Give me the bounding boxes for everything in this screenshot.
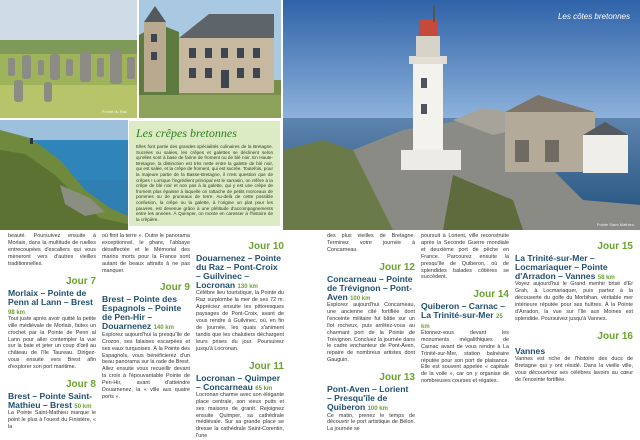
day-7-title: Morlaix – Pointe de Penn al Lann – Brest 98 km (8, 287, 94, 316)
column-6 (515, 233, 633, 423)
day-11-km: 65 km (255, 385, 273, 392)
day-12-title: Concarneau – Pointe de Trévignon – Pont-Aven 100 km (327, 273, 413, 302)
photo-coast-image (0, 120, 128, 230)
paragraph: Voyez aujourd'hui le Grand menhir brisé d'Er Grah, à Locmariaquer, puis partez à la découverte du golfe du Morbihan, véritable mer intérieure réputée pour ses huîtres. À la Pointe d'Arradon, la vue sur l'île aux Moines est splendide. Poursuivez jusqu'à Vannes. (515, 281, 633, 322)
day-12-label: Jour 12 (379, 261, 415, 273)
day-13-label: Jour 13 (379, 372, 415, 384)
day-8-title: Brest – Pointe Saint-Mathieu – Brest 50 km (8, 391, 93, 411)
photo-lighthouse (283, 0, 640, 230)
day-13-km: 100 km (367, 406, 388, 413)
paragraph: Locronan charme avec son élégante place centrale, son vieux puits et ses maisons de granit. Rejoignez ensuite Quimper, sa cathédrale médiévale. Sur sa grande place se dresse la cathédrale Saint-Corentin, l'une (196, 391, 284, 440)
day-15-km: 58 km (597, 275, 615, 282)
paragraph: La Pointe Saint-Mathieu marque le point le plus à l'ouest du Finistère, « la (8, 410, 96, 431)
photo-lighthouse-image (283, 0, 640, 230)
day-14-km: 25 km (421, 314, 503, 330)
paragraph: Explorez aujourd'hui Concarneau, une ancienne cité fortifiée dont l'enceinte militaire fut bâtie sur un îlot rocheux, puis arrêtez-vous au charmant port de la Pointe de Trévignon. Concluez la journée dans le cadre enchanteur de Pont-Aven, repaire de nombreux artistes dont Gauguin. (327, 302, 415, 364)
column-5 (421, 233, 509, 423)
photo-credit: Pointe Saint-Mathieu (596, 222, 634, 227)
day-14-title: Quiberon – Carnac – La Trinité-sur-Mer 25 km (421, 301, 506, 330)
photo-manor (139, 0, 281, 118)
day-9-label: Jour 9 (159, 282, 190, 294)
photo-menhirs-image (0, 0, 137, 118)
day-11-title: Locronan – Quimper – Concarneau 65 km (196, 372, 281, 392)
crepes-info-box (129, 121, 280, 226)
day-7-label: Jour 7 (65, 275, 96, 287)
column-3 (196, 233, 284, 440)
section-label: Les côtes bretonnes (557, 12, 630, 21)
photo-manor-image (139, 0, 281, 118)
day-16-title: Vannes (515, 345, 546, 356)
day-15-label: Jour 15 (597, 241, 633, 252)
day-10-label: Jour 10 (248, 241, 284, 252)
day-13-title: Pont-Aven – Lorient – Presqu'île de Quiberon 100 km (327, 384, 409, 413)
day-10-km: 130 km (237, 284, 258, 291)
paragraph: Célèbre lieu touristique, la Pointe du Raz surplombe la mer de ses 72 m. Appréciez ensuite les pittoresques paysages de Pont-Croix, avant de vous rendre à Guilvinec, où, en fin de journée, les quais s'animent tandis que les chalutiers déchargent leurs prises du jour. Poursuivez jusqu'à Locronan. (196, 290, 284, 352)
column-2 (102, 233, 190, 423)
paragraph: Explorez aujourd'hui la presqu'île de Crozon, ses falaises escarpées et ses eaux turquoises. À la Pointe des Espagnols, vous bénéficierez d'un beau panorama sur la rade de Brest. Allez ensuite vous recueillir devant la croix à l'épouvantable Pointe de Pen-Hir, avant d'atteindre Douarnenez, la « ville aux quatre ports ». (102, 331, 190, 400)
paragraph: Étonnez-vous devant les monuments mégalithiques de Carnac avant de vous rendre à La Trinité-sur-Mer, station balnéaire réputée pour son port de plaisance. Elle est souvent appelée « capitale de la voile », car on y organise de nombreuses courses et régates. (421, 329, 509, 385)
paragraph: des plus vieilles de Bretagne. Terminez votre journée à Concarneau. (327, 233, 415, 253)
paragraph: poursuit à Lorient, ville reconstruite après la Seconde Guerre mondiale et deuxième port de pêche en France. Parcourez ensuite la presqu'île de Quiberon, où de splendides balades côtières se succèdent. (421, 233, 509, 281)
day-10-title: Douarnenez – Pointe du Raz – Pont-Croix – Guilvinec – Locronan 130 km (196, 253, 281, 291)
day-8-km: 50 km (74, 404, 92, 411)
day-11-label: Jour 11 (248, 360, 284, 372)
photo-credit: Pointe du Raz (101, 109, 127, 114)
day-9-title: Brest – Pointe des Espagnols – Pointe de Pen-Hir – Douarnenez 140 km (102, 294, 182, 332)
day-8-label: Jour 8 (65, 379, 96, 391)
paragraph: où finit la terre ». Outre le panorama exceptionnel, le phare, l'abbaye désaffectée et le Mémorial des marins morts pour la France sont autant de beaux attraits à ne pas manquer. (102, 233, 190, 274)
paragraph: Ce matin, prenez le temps de découvrir le port artistique de Bélon. La journée se (327, 412, 415, 433)
day-9-km: 140 km (153, 325, 174, 332)
day-15-title: La Trinité-sur-Mer – Locmariaquer – Pointe d'Arradon – Vannes 58 km (515, 253, 615, 282)
day-14-label: Jour 14 (473, 289, 509, 301)
day-12-km: 100 km (350, 295, 371, 302)
column-4 (327, 233, 415, 433)
paragraph: Tout juste après avoir quitté la petite ville médiévale de Morlaix, faites un crochet par la Pointe de Penn al Lann pour aller contempler la vue sur la baie et jeter un coup d'œil au château de l'île Taureau. Dirigez-vous ensuite vers Brest afin d'explorer son port maritime. (8, 315, 96, 371)
paragraph: Vannes est riche de l'histoire des ducs de Bretagne qui y ont résidé. Dans la vieille ville, vous découvrirez ses célèbres lavoirs au cœur de l'enceinte fortifiée. (515, 355, 633, 383)
paragraph: beauté. Poursuivez ensuite à Morlaix, dans la multitude de ruelles entrecoupées d'escaliers qui vous mèneront vers d'autres vieilles traditionnelles. (8, 233, 96, 267)
photo-menhirs (0, 0, 137, 118)
day-7-km: 98 km (8, 309, 26, 316)
day-16-label: Jour 16 (597, 330, 633, 342)
crepes-title: Les crêpes bretonnes (136, 126, 237, 140)
crepes-text: Elles font partie des grandes spécialités culinaires de la Bretagne. Sucrées ou salées, les crêpes et galettes se déclinent selon qu'elles sont à base de farine de froment ou de blé noir. En Haute-Bretagne, la distinction est très nette entre la galette de blé noir, qui est salée, et la crêpe de froment, qui est sucrée. Toutefois, pour la majeure partie de la Basse-Bretagne, il n'est question que de crêpes ! Lorsque l'ingrédient principal est le sarrasin, on réfère à la crêpe de blé noir et non pas à la galette, qui y est une crêpe de froment plus épaisse à laquelle on rattache de petits morceaux de pommes ou de pruneaux de terre. Au-delà de cette possible confusion, la crêpe ou la galette, à l'origine un plat pour les pauvres, est devenue grâce à une plétitude d'accompagnements entre les années. À Quimper, on monte en caresser à l'histoire de la crêpière. (136, 144, 273, 222)
photo-coast (0, 120, 128, 230)
column-1 (8, 233, 96, 431)
